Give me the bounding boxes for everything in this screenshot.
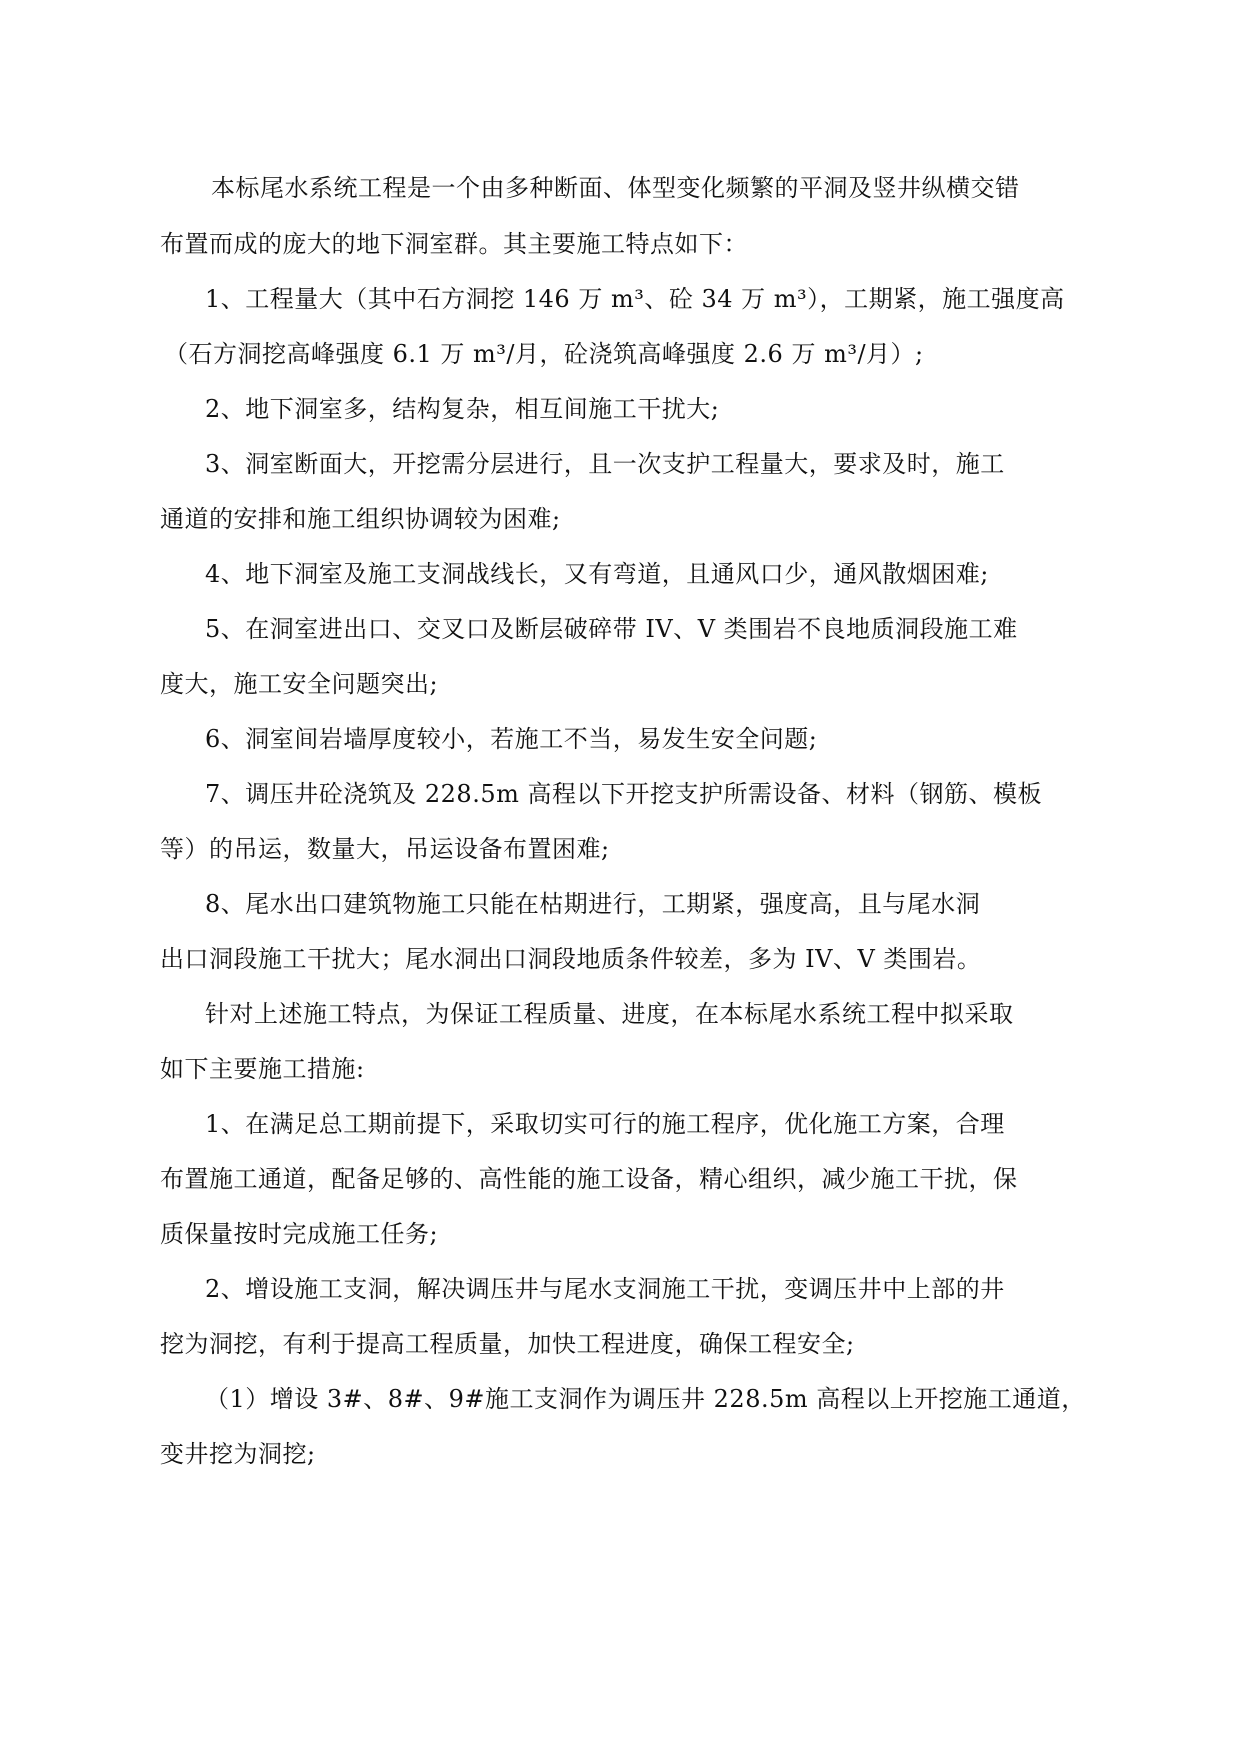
paragraph-line: （石方洞挖高峰强度 6.1 万 m³/月，砼浇筑高峰强度 2.6 万 m³/月）; bbox=[164, 340, 924, 368]
paragraph-line: 变井挖为洞挖; bbox=[160, 1440, 316, 1468]
paragraph-line: 布置而成的庞大的地下洞室群。其主要施工特点如下： bbox=[160, 230, 748, 258]
paragraph-line: 通道的安排和施工组织协调较为困难; bbox=[160, 505, 561, 533]
paragraph-line: 6、洞室间岩墙厚度较小，若施工不当，易发生安全问题; bbox=[205, 725, 818, 753]
paragraph-line: （1）增设 3#、8#、9#施工支洞作为调压井 228.5m 高程以上开挖施工通道， bbox=[205, 1385, 1086, 1413]
paragraph-line: 3、洞室断面大，开挖需分层进行，且一次支护工程量大，要求及时，施工 bbox=[205, 450, 1005, 478]
paragraph-line: 质保量按时完成施工任务; bbox=[160, 1220, 439, 1248]
paragraph-line: 布置施工通道，配备足够的、高性能的施工设备，精心组织，减少施工干扰，保 bbox=[160, 1165, 1018, 1193]
paragraph-line: 1、在满足总工期前提下，采取切实可行的施工程序，优化施工方案，合理 bbox=[205, 1110, 1005, 1138]
paragraph-line: 等）的吊运，数量大，吊运设备布置困难; bbox=[160, 835, 610, 863]
paragraph-line: 5、在洞室进出口、交叉口及断层破碎带 IV、V 类围岩不良地质洞段施工难 bbox=[205, 615, 1018, 643]
paragraph-line: 2、地下洞室多，结构复杂，相互间施工干扰大; bbox=[205, 395, 720, 423]
paragraph-line: 如下主要施工措施: bbox=[160, 1055, 365, 1083]
paragraph-line: 针对上述施工特点，为保证工程质量、进度，在本标尾水系统工程中拟采取 bbox=[205, 1000, 1014, 1028]
paragraph-line: 度大，施工安全问题突出; bbox=[160, 670, 439, 698]
paragraph-line: 挖为洞挖，有利于提高工程质量，加快工程进度，确保工程安全; bbox=[160, 1330, 855, 1358]
paragraph-line: 1、工程量大（其中石方洞挖 146 万 m³、砼 34 万 m³），工期紧，施工强度高 bbox=[205, 285, 1065, 313]
paragraph-line: 4、地下洞室及施工支洞战线长，又有弯道，且通风口少，通风散烟困难; bbox=[205, 560, 989, 588]
paragraph-line: 本标尾水系统工程是一个由多种断面、体型变化频繁的平洞及竖井纵横交错 bbox=[211, 174, 1020, 202]
paragraph-line: 7、调压井砼浇筑及 228.5m 高程以下开挖支护所需设备、材料（钢筋、模板 bbox=[205, 780, 1042, 808]
paragraph-line: 8、尾水出口建筑物施工只能在枯期进行，工期紧，强度高，且与尾水洞 bbox=[205, 890, 981, 918]
paragraph-line: 出口洞段施工干扰大；尾水洞出口洞段地质条件较差，多为 IV、V 类围岩。 bbox=[160, 945, 982, 973]
paragraph-line: 2、增设施工支洞，解决调压井与尾水支洞施工干扰，变调压井中上部的井 bbox=[205, 1275, 1005, 1303]
